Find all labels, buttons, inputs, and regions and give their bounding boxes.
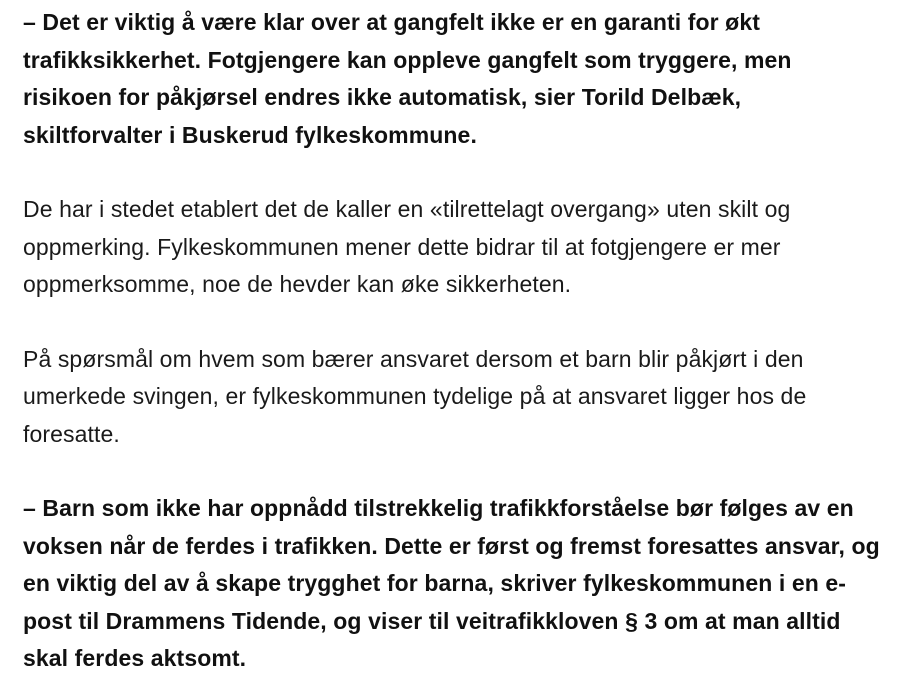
quote-paragraph-delbaek: – Det er viktig å være klar over at gangfelt ikke er en garanti for økt trafikksikkerhet. Fotgjengere kan oppleve gangfelt som tryggere, men risikoen for påkjørsel endres ikke automatisk, sier Torild Delbæk, skiltforvalter i Buskerud fylkeskommune. — [23, 9, 792, 148]
quote-paragraph-fylkeskommunen: – Barn som ikke har oppnådd tilstrekkelig trafikkforståelse bør følges av en voksen når de ferdes i trafikken. Dette er først og fremst foresattes ansvar, og en viktig del av å skape trygghet for barna, skriver fylkeskommunen i en e-post til Drammens Tidende, og viser til veitrafikkloven § 3 om at man alltid skal ferdes aktsomt. — [23, 495, 880, 671]
body-paragraph-ansvar: På spørsmål om hvem som bærer ansvaret dersom et barn blir påkjørt i den umerkede svingen, er fylkeskommunen tydelige på at ansvaret ligger hos de foresatte. — [23, 345, 807, 447]
body-paragraph-overgang: De har i stedet etablert det de kaller en «tilrettelagt overgang» uten skilt og oppmerking. Fylkeskommunen mener dette bidrar til at fotgjengere er mer oppmerksomme, noe de hevder kan øke sikkerheten. — [23, 196, 791, 297]
